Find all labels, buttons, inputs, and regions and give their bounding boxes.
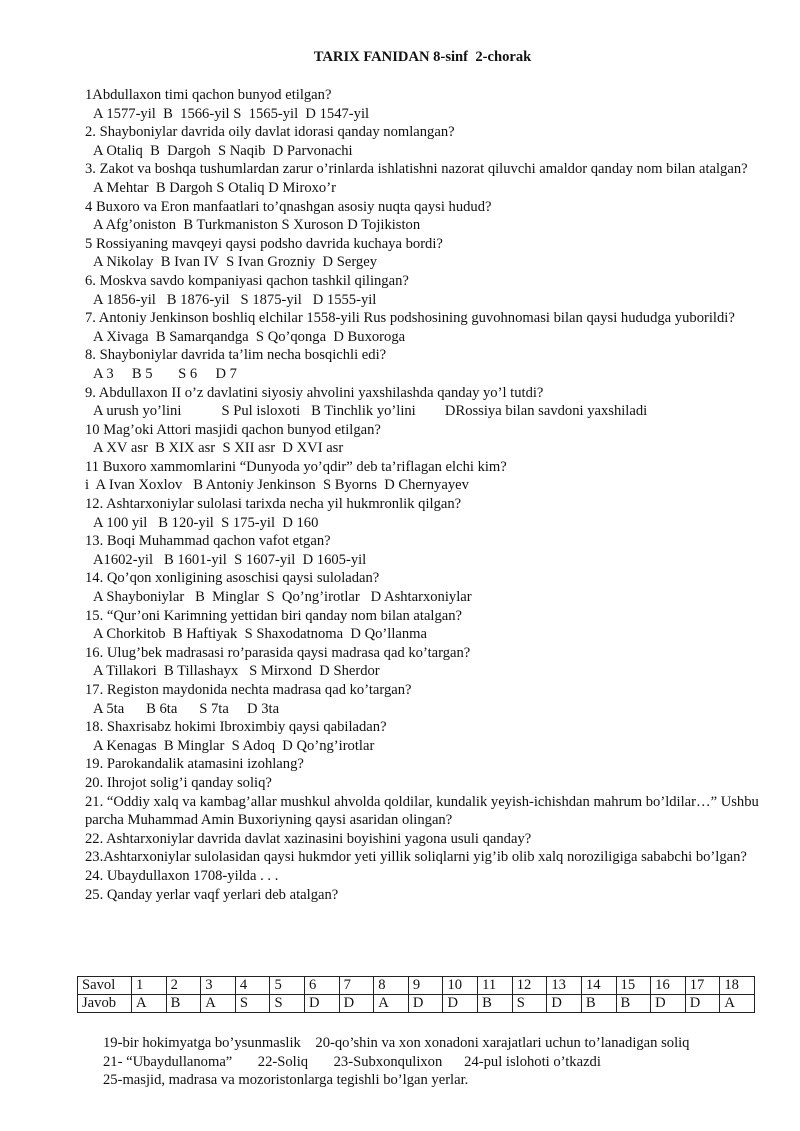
question-text: 20. Ihrojot solig’i qanday soliq? xyxy=(85,774,272,791)
question-number-cell: 7 xyxy=(339,977,374,995)
question-options: A 1577-yil B 1566-yil S 1565-yil D 1547-yil xyxy=(93,105,370,122)
question-text: 14. Qo’qon xonligining asoschisi qaysi suloladan? xyxy=(85,570,380,587)
answer-cell: A xyxy=(201,995,236,1013)
question-item xyxy=(85,160,765,197)
answer-cell: A xyxy=(374,995,409,1013)
question-item xyxy=(85,272,765,309)
question-number-cell: 2 xyxy=(166,977,201,995)
question-number-cell: 18 xyxy=(720,977,755,995)
open-answers xyxy=(103,1034,783,1090)
row-label: Javob xyxy=(78,995,132,1013)
answer-cell: D xyxy=(408,995,443,1013)
question-item xyxy=(85,86,765,123)
answer-cell: B xyxy=(581,995,616,1013)
question-item xyxy=(85,774,765,793)
question-text: 16. Ulug’bek madrasasi ro’parasida qaysi madrasa qad ko’targan? xyxy=(85,644,471,661)
question-options: i A Ivan Xoxlov B Antoniy Jenkinson S Byorns D Chernyayev xyxy=(85,477,469,494)
question-options: A Kenagas B Minglar S Adoq D Qo’ng’irotlar xyxy=(93,737,375,754)
open-answer-line: 21- “Ubaydullanoma” 22-Soliq 23-Subxonqulixon 24-pul islohoti o’tkazdi xyxy=(103,1053,601,1070)
question-number-cell: 10 xyxy=(443,977,478,995)
question-number-cell: 12 xyxy=(512,977,547,995)
question-options: A 5ta B 6ta S 7ta D 3ta xyxy=(93,700,280,717)
answer-cell: B xyxy=(616,995,651,1013)
question-item xyxy=(85,309,765,346)
answer-cell: D xyxy=(339,995,374,1013)
answer-cell: D xyxy=(685,995,720,1013)
question-text: 19. Parokandalik atamasini izohlang? xyxy=(85,756,304,773)
question-text: 11 Buxoro xammomlarini “Dunyoda yo’qdir” deb ta’riflagan elchi kim? xyxy=(85,458,507,475)
question-options: A Nikolay B Ivan IV S Ivan Grozniy D Sergey xyxy=(93,254,378,271)
answer-cell: D xyxy=(305,995,340,1013)
question-text: 7. Antoniy Jenkinson boshliq elchilar 1558-yili Rus podshosining guvohnomasi bilan qaysi hududga yuborildi? xyxy=(85,310,735,327)
row-label: Savol xyxy=(78,977,132,995)
answer-cell: S xyxy=(512,995,547,1013)
question-number-cell: 14 xyxy=(581,977,616,995)
question-text: 22. Ashtarxoniylar davrida davlat xazinasini boyishini yagona usuli qanday? xyxy=(85,830,532,847)
question-text: 18. Shaxrisabz hokimi Ibroximbiy qaysi qabiladan? xyxy=(85,719,387,736)
answer-cell: B xyxy=(166,995,201,1013)
question-item xyxy=(85,681,765,718)
question-options: A 100 yil B 120-yil S 175-yil D 160 xyxy=(93,514,319,531)
question-number-cell: 9 xyxy=(408,977,443,995)
question-options: A Tillakori B Tillashayx S Mirxond D Sherdor xyxy=(93,663,380,680)
question-text: 9. Abdullaxon II o’z davlatini siyosiy ahvolini yaxshilashda qanday yo’l tutdi? xyxy=(85,384,544,401)
question-options: A Chorkitob B Haftiyak S Shaxodatnoma D Qo’llanma xyxy=(93,626,427,643)
answer-cell: B xyxy=(478,995,513,1013)
question-number-cell: 3 xyxy=(201,977,236,995)
question-options: A urush yo’lini S Pul isloxoti B Tinchlik yo’lini DRossiya bilan savdoni yaxshiladi xyxy=(93,403,648,420)
question-item xyxy=(85,607,765,644)
answer-cell: D xyxy=(443,995,478,1013)
answer-table xyxy=(77,976,755,1013)
question-number-cell: 15 xyxy=(616,977,651,995)
question-item xyxy=(85,346,765,383)
question-text: 8. Shayboniylar davrida ta’lim necha bosqichli edi? xyxy=(85,347,387,364)
question-item xyxy=(85,235,765,272)
question-item xyxy=(85,886,765,905)
question-number-cell: 17 xyxy=(685,977,720,995)
question-list xyxy=(85,86,765,904)
question-text: 17. Registon maydonida nechta madrasa qad ko’targan? xyxy=(85,682,412,698)
question-number-cell: 5 xyxy=(270,977,305,995)
question-text: 24. Ubaydullaxon 1708-yilda . . . xyxy=(85,867,279,884)
answer-cell: S xyxy=(235,995,270,1013)
question-item xyxy=(85,867,765,886)
question-number-cell: 1 xyxy=(132,977,167,995)
question-options: A Mehtar B Dargoh S Otaliq D Miroxo’r xyxy=(93,179,336,196)
question-item xyxy=(85,198,765,235)
question-options: A Shayboniylar B Minglar S Qo’ng’irotlar D Ashtarxoniylar xyxy=(93,589,472,606)
answer-cell: D xyxy=(651,995,686,1013)
question-item xyxy=(85,848,765,867)
question-text: 13. Boqi Muhammad qachon vafot etgan? xyxy=(85,533,331,550)
answer-cell: S xyxy=(270,995,305,1013)
question-options: A Afg’oniston B Turkmaniston S Xuroson D Tojikiston xyxy=(93,217,421,234)
question-text: 10 Mag’oki Attori masjidi qachon bunyod etilgan? xyxy=(85,421,381,438)
open-answer-line: 19-bir hokimyatga bo’ysunmaslik 20-qo’shin va xon xonadoni xarajatlari uchun to’lanadigan soliq xyxy=(103,1035,690,1051)
question-item xyxy=(85,123,765,160)
question-item xyxy=(85,718,765,755)
question-number-cell: 4 xyxy=(235,977,270,995)
question-text: 5 Rossiyaning mavqeyi qaysi podsho davrida kuchaya bordi? xyxy=(85,235,443,252)
question-text: 21. “Oddiy xalq va kambag’allar mushkul ahvolda qoldilar, kundalik yeyish-ichishdan mahrum bo’ldilar…” Ushbu parcha Muhammad Amin Buxoriyning qaysi asaridan olingan? xyxy=(85,793,759,829)
page-title: TARIX FANIDAN 8-sinf 2-chorak xyxy=(313,49,532,65)
question-item xyxy=(85,569,765,606)
question-text: 23.Ashtarxoniylar sulolasidan qaysi hukmdor yeti yillik soliqlarni yig’ib olib xalq noroziligiga sababchi bo’lgan? xyxy=(85,849,747,866)
question-number-cell: 13 xyxy=(547,977,582,995)
question-text: 4 Buxoro va Eron manfaatlari to’qnashgan asosiy nuqta qaysi hudud? xyxy=(85,198,492,215)
question-item xyxy=(85,421,765,458)
question-options: A Otaliq B Dargoh S Naqib D Parvonachi xyxy=(93,142,353,159)
question-number-cell: 16 xyxy=(651,977,686,995)
question-text: 1Abdullaxon timi qachon bunyod etilgan? xyxy=(85,87,332,103)
question-number-row xyxy=(78,977,755,995)
question-text: 12. Ashtarxoniylar sulolasi tarixda necha yil hukmronlik qilgan? xyxy=(85,496,462,513)
question-number-cell: 8 xyxy=(374,977,409,995)
question-item xyxy=(85,495,765,532)
question-text: 6. Moskva savdo kompaniyasi qachon tashkil qilingan? xyxy=(85,272,409,289)
question-options: A1602-yil B 1601-yil S 1607-yil D 1605-yil xyxy=(93,551,367,568)
question-text: 25. Qanday yerlar vaqf yerlari deb atalgan? xyxy=(85,886,339,903)
question-options: A Xivaga B Samarqandga S Qo’qonga D Buxoroga xyxy=(93,328,406,345)
answer-cell: A xyxy=(132,995,167,1013)
question-text: 2. Shayboniylar davrida oily davlat idorasi qanday nomlangan? xyxy=(85,124,455,141)
answer-row xyxy=(78,995,755,1013)
question-text: 3. Zakot va boshqa tushumlardan zarur o’rinlarda ishlatishni nazorat qiluvchi amaldor qanday nom bilan atalgan? xyxy=(85,161,748,178)
question-item xyxy=(85,532,765,569)
question-item xyxy=(85,458,765,495)
open-answer-line: 25-masjid, madrasa va mozoristonlarga tegishli bo’lgan yerlar. xyxy=(103,1072,469,1088)
question-options: A 1856-yil B 1876-yil S 1875-yil D 1555-yil xyxy=(93,291,377,308)
question-options: A XV asr B XIX asr S XII asr D XVI asr xyxy=(93,440,344,457)
question-item xyxy=(85,644,765,681)
question-item xyxy=(85,384,765,421)
question-number-cell: 11 xyxy=(478,977,513,995)
question-text: 15. “Qur’oni Karimning yettidan biri qanday nom bilan atalgan? xyxy=(85,607,463,624)
question-item xyxy=(85,793,765,830)
question-options: A 3 B 5 S 6 D 7 xyxy=(93,365,237,382)
answer-cell: A xyxy=(720,995,755,1013)
question-number-cell: 6 xyxy=(305,977,340,995)
question-item xyxy=(85,755,765,774)
question-item xyxy=(85,830,765,849)
answer-cell: D xyxy=(547,995,582,1013)
